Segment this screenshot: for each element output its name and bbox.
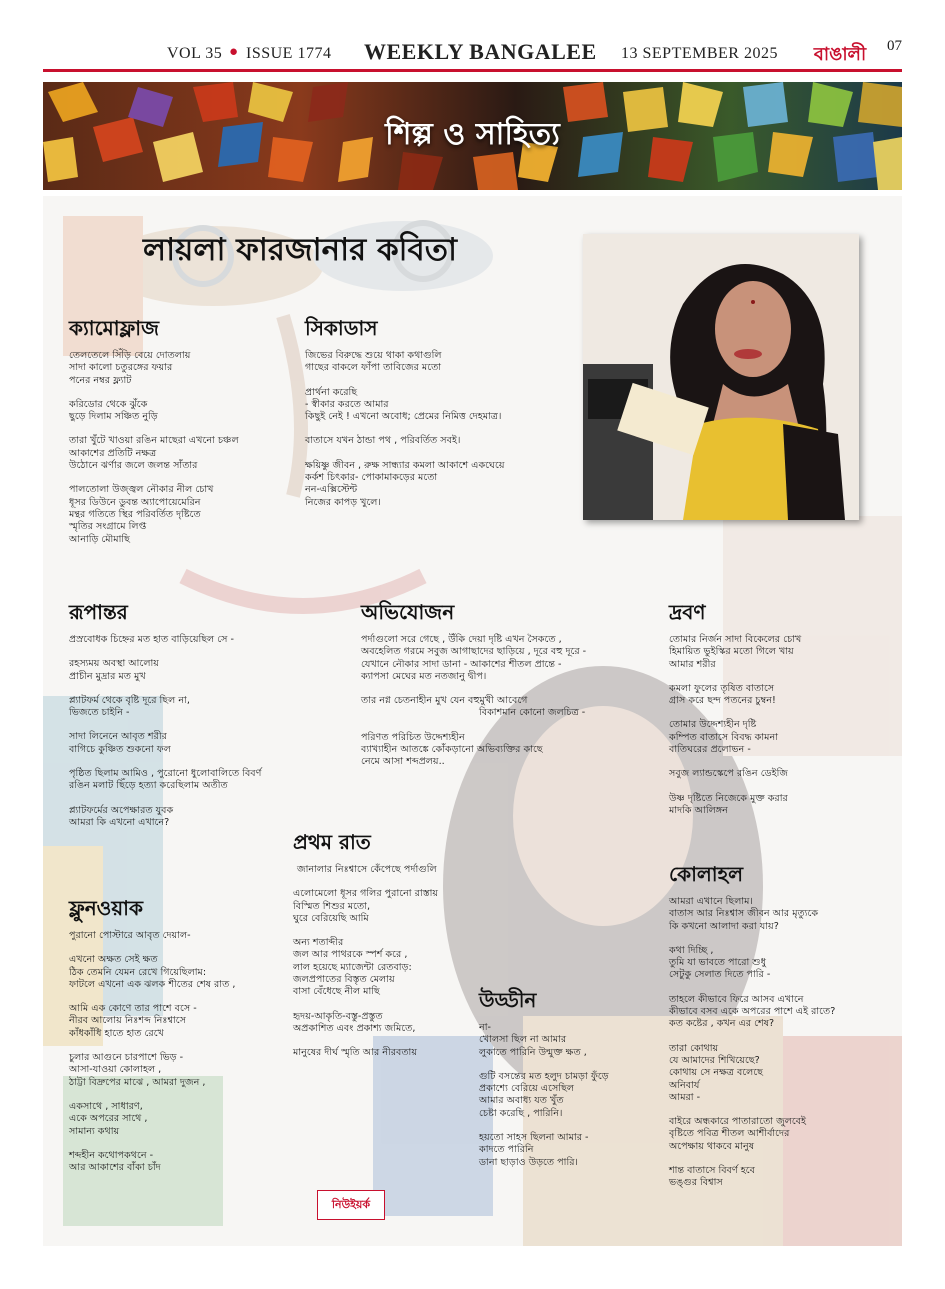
poem-title: ক্যামোফ্লাজ	[69, 316, 159, 340]
article-title: লায়লা ফারজানার কবিতা	[143, 232, 458, 268]
poem-camouflage	[69, 316, 319, 558]
poem-flunwalk	[69, 896, 299, 1186]
poem-title: সিকাডাস	[305, 316, 378, 340]
stanza: গুটি বসন্তের মত হলুদ চামড়া ফুঁড়ে প্রকাশ্যে বেরিয়ে এসেছিল আমার অবাধ্য যত খুঁত চেষ্টা করেছি , পারিনি।	[479, 1070, 609, 1119]
poem-transformation	[69, 600, 309, 841]
stanza: পুরানো পোস্টারে আবৃত দেয়াল-	[69, 930, 191, 941]
poem-title: দ্রবণ	[669, 600, 706, 624]
stanza: তারা খুঁটে খাওয়া রঙিন মাছেরা এখনো চঞ্চল আকাশের প্রতিটি নক্ষত্র উঠোনে ঝর্ণার জলে জলন্ত সাঁতার	[69, 435, 239, 472]
logo-text: বাঙালী	[813, 44, 867, 65]
stanza: আমি এক কোণে তার পাশে বসে - নীরব আলোয় নিঃশব্দ নিঃশ্বাসে কাঁধকাঁধি হাতে হাত রেখে	[69, 1003, 197, 1039]
stanza: রহস্যময় অবস্থা আলোয় প্রাচীন মুদ্রার মত মুখ	[69, 658, 159, 682]
section-banner	[43, 82, 902, 190]
stanza: কমলা ফুলের তৃষিত বাতাসে গ্রাস করে ছন্দ পতনের চুম্বন!	[669, 682, 776, 707]
stanza: হৃদয়-আকৃতি-বস্তু-প্রস্তুত অপ্রকাশিত এবং প্রকাশ্য জমিতে,	[293, 1010, 416, 1034]
poem-title: কোলাহল	[669, 862, 744, 886]
stanza: বাতাসে যখন ঠান্ডা পথ , পরিবর্তিত সবই।	[305, 435, 461, 447]
issue-date: 13 SEPTEMBER 2025	[621, 45, 778, 62]
stanza: প্রার্থনা করেছি - স্বীকার করতে আমার কিছুই নেই ! এখনো অবোধ; প্রেমের নিমিত্ত দেহমাত্র।	[305, 386, 502, 423]
poem-clamour	[669, 862, 894, 1202]
stanza: জিভের বিরুদ্ধে শুয়ে থাকা কথাগুলি গাছের বাকলে ফাঁপা তাবিজের মতো	[305, 350, 442, 374]
stanza: তাহলে কীভাবে ফিরে আসব এখানে কীভাবে বসব একে অপরের পাশে এই রাতে? কত কষ্টের , কখন এর শেষ?	[669, 993, 836, 1030]
stanza: ক্ষয়িষ্ণু জীবন , রুক্ষ সান্ধ্যার কমলা আকাশে একঘেয়ে কর্কশ চিৎকার- পোকামাকড়ের মতো নন-এক্সিস্টেন্ট নিজের কাপড় খুলে।	[305, 459, 505, 508]
poem-title: ফ্লুনওয়াক	[69, 896, 143, 920]
stanza: প্ল্যাটফর্মের অপেক্ষারত যুবক আমরা কি এখনো এখানে?	[69, 804, 174, 828]
header-rule	[43, 69, 902, 72]
stanza: পরিণত পরিচিত উদ্দেশ্যহীন ব্যাখ্যাহীন আতঙ্কে কোঁকড়ানো অভিব্যক্তির কাছে নেমে আসা শব্দপ্রলয়..	[361, 731, 543, 768]
stanza: মানুষের দীর্ঘ স্মৃতি আর নীরবতায়	[293, 1047, 417, 1059]
author-photo	[583, 234, 859, 520]
poem-title: প্রথম রাত	[293, 830, 371, 854]
publication-title: WEEKLY BANGALEE	[364, 39, 597, 64]
stanza: এখনো অক্ষত সেই ক্ষত ঠিক তেমনি যেমন রেখে গিয়েছিলাম: ফাটলে এখনো এক ঝলক শীতের শেষ রাত ,	[69, 954, 236, 990]
page-header	[43, 36, 902, 72]
stanza: তোমার উদ্দেশ্যহীন দৃষ্টি কম্পিত বাতাসে বিবদ্ধ কামনা বাতিঘরের প্রলোভন -	[669, 719, 779, 756]
poem-flight	[479, 988, 669, 1181]
stanza: শব্দহীন কথোপকথনে - আর আকাশের বাঁকা চাঁদ	[69, 1149, 161, 1174]
poem-cicadas	[305, 316, 575, 521]
stanza: তার নগ্ন চেতনাহীন মুখ যেন বহুমুখী আবেগে বিকাশমান কোনো জলচিত্র -	[361, 695, 586, 719]
poem-adaptation	[361, 600, 651, 781]
separator-dot-icon: ●	[229, 44, 239, 60]
stanza: পর্দাগুলো সরে গেছে , উঁকি দেয়া দৃষ্টি এখন সৈকতে , অবহেলিত গরমে সবুজ আগাছাদের ছাড়িয়ে , দূরে বহু দূরে - যেখানে নৌকার সাদা ডানা - আকাশের শীতল প্রান্তে - ক্যাপসা মেঘের মত নতজানু দ্বীপ।	[361, 634, 587, 682]
page-number: 07	[887, 38, 902, 54]
stanza: প্ল্যাটফর্ম থেকে বৃষ্টি দূরে ছিল না, ভিজতে চাইনি -	[69, 694, 190, 719]
stanza: একসাথে , সাধারণ, একে অপরের সাথে , সামান্য কথায়	[69, 1100, 148, 1137]
stanza: অন্য শতাব্দীর জল আর পাথরকে স্পর্শ করে , লাল হয়েছে ম্যাজেন্টা রেতবাড়: জলপ্রপাতের বিস্তৃত মেলায় বাসা বেঁধেছে নীল মাছি	[293, 937, 412, 998]
stanza: কথা দিচ্ছি , তুমি যা ভাবতে পারো শুধু সেটুকু সেলাত দিতে পারি -	[669, 944, 771, 981]
stanza: হয়তো সাহস ছিলনা আমার - কাদতে পারিনি ডানা ছাড়াও উড়তে পারি।	[479, 1132, 589, 1168]
issue-label: ISSUE 1774	[246, 45, 332, 62]
section-title: শিল্প ও সাহিত্য	[385, 117, 560, 152]
stanza: শান্ত বাতাসে বিবর্ণ হবে ভঙ্গুর বিশ্বাস	[669, 1165, 755, 1189]
stanza: তেলতেলে সিঁড়ি বেয়ে দোতলায় সাদা কালো চতুরঙ্গের ফয়ার পনের নম্বর ফ্ল্যাট	[69, 350, 191, 386]
article-content	[43, 196, 902, 1246]
stanza: প্রস্রবোধক চিহ্নের মত হাত বাড়িয়েছিল সে -	[69, 634, 234, 645]
stanza: তারা কোথায় যে আমাদের শিখিয়েছে? কোথায় সে নক্ষত্র বলেছে অনিবার্য আমরা -	[669, 1042, 763, 1103]
stanza: আমরা এখানে ছিলাম। বাতাস আর নিঃশ্বাস জীবন আর মৃত্যুকে কি কখনো আলাদা করা যায়?	[669, 896, 819, 932]
stanza: সবুজ ল্যান্ডস্কেপে রঙিন ডেইজি	[669, 768, 788, 780]
stanza: পালতোলা উজ্জ্বল নৌকার নীল চোখ ধূসর ডিউনে ডুবন্ত অ্যাপোয়েমেরিন মন্থর গতিতে স্থির পরিবর্তিত দৃষ্টিতে স্মৃতির সংগ্রামে লিপ্ত আনাড়ি মৌমাছি	[69, 484, 214, 545]
bangalee-logo	[807, 38, 873, 68]
stanza: উষ্ণ দৃষ্টিতে নিজেকে মুক্ত করার মাদকি আলিঙ্গন	[669, 792, 788, 816]
stanza: পৃষ্ঠিত ছিলাম আমিও , পুরোনো ধুলোবালিতে বিবর্ণ রঙিন মলাট ছিঁড়ে হত্যা করেছিলাম অতীত	[69, 768, 262, 792]
poem-solution	[669, 600, 894, 829]
volume-label: VOL 35	[167, 45, 223, 62]
poem-title: অভিযোজন	[361, 600, 455, 624]
poem-title: উড্ডীন	[479, 988, 537, 1012]
location-tag: নিউইয়র্ক	[317, 1190, 385, 1220]
poem-title: রূপান্তর	[69, 600, 128, 624]
stanza: না- খোলসা ছিল না আমার লুকাতে পারিনি উন্মুক্ত ক্ষত ,	[479, 1022, 587, 1058]
stanza: সাদা লিনেনে আবৃত শরীর বাগিচে কুঞ্চিত শুকনো ফল	[69, 731, 171, 755]
stanza: তোমার নির্জন সাদা বিকেলের চোখ হিমায়িত ভুইস্কির মতো গিলে খায় আমার শরীর	[669, 634, 802, 670]
stanza: বাইরে অন্ধকারে পাতারাতো জুলবেই বৃষ্টিতে পবিত্র শীতল আশীর্বাদের অপেক্ষায় থাকবে মানুষ	[669, 1116, 807, 1152]
stanza: করিডোর থেকে ঝুঁকে ছুড়ে দিলাম সঞ্চিত নুড়ি	[69, 398, 158, 423]
portrait-photo-icon	[583, 234, 859, 520]
stanza: চুলার আগুনে চারপাশে ভিড় - আসা-যাওয়া কোলাহল , ঠাট্টা বিদ্রুপের মাঝে , আমরা দুজন ,	[69, 1052, 206, 1088]
stanza: এলোমেলো ধূসর গলির পুরানো রাস্তায় বিস্মিত শিশুর মতো, ঘুরে বেরিয়েছি আমি	[293, 888, 439, 924]
stanza: জানালার নিঃশ্বাসে কেঁপেছে পর্দাগুলি	[297, 864, 437, 875]
